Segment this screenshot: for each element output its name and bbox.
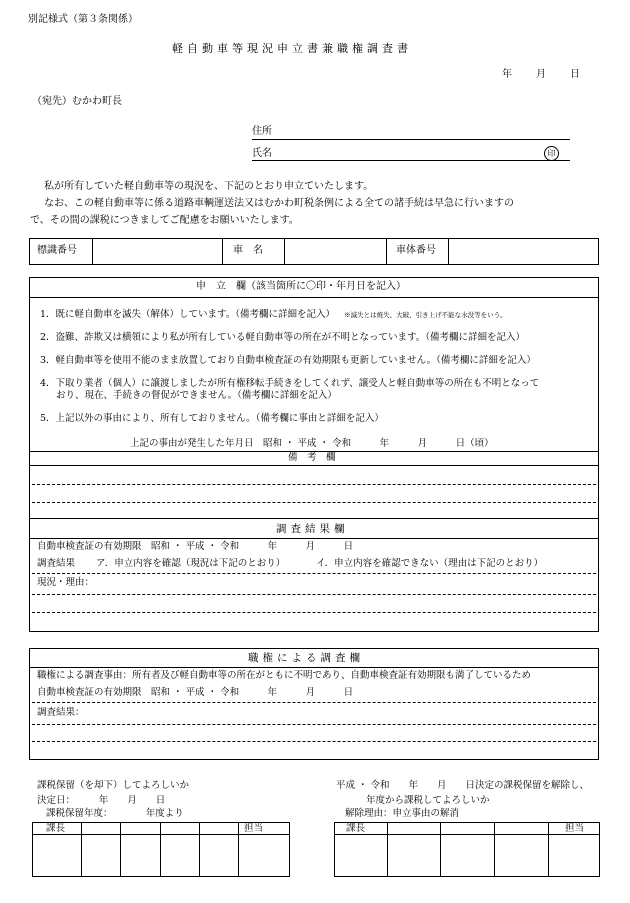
reserve-right-line-2: 年度から課税してよろしいか: [366, 795, 490, 806]
divider: [494, 822, 495, 877]
reserve-left-decision-date: 決定日： 年 月 日: [37, 795, 166, 806]
reason-label: 現況・理由：: [37, 577, 95, 588]
divider: [29, 297, 599, 298]
staff-stamp-cell-left[interactable]: [239, 835, 289, 876]
divider: [29, 465, 599, 466]
ex-officio-result-label: 調査結果：: [37, 707, 85, 718]
divider: [32, 702, 596, 703]
declaration-item-4-cont: おり、現在、手続きの督促ができません。（備考欄に詳細を記入）: [56, 390, 337, 401]
reserve-right-line-1: 平成 ・ 令和 年 月 日決定の課税保留を解除し、: [336, 780, 590, 791]
page-title: 軽自動車等現況申立書兼職権調査書: [172, 42, 412, 55]
staff-label-left: 担当: [244, 823, 264, 834]
declaration-item-1-text: 1．既に軽自動車を滅失（解体）しています。（備考欄に詳細を記入）: [40, 309, 336, 320]
investigation-expiry: 自動車検査証の有効期限 昭和 ・ 平成 ・ 令和 年 月 日: [37, 541, 354, 552]
remarks-line[interactable]: [32, 484, 596, 485]
intro-line-1: 私が所有していた軽自動車等の現況を、下記のとおり申立ていたします。: [44, 181, 374, 192]
staff-stamp-cell-right[interactable]: [549, 835, 599, 876]
divider: [387, 822, 388, 877]
occurrence-date: 上記の事由が発生した年月日 昭和 ・ 平成 ・ 令和 年 月 日（頃）: [130, 438, 494, 449]
staff-label-right: 担当: [565, 823, 585, 834]
declaration-item-1-note: ※滅失とは焼失、大破、引き上げ不能な水没等をいう。: [344, 311, 507, 319]
date-year-label: 年: [502, 69, 512, 80]
addressee: （宛先）むかわ町長: [32, 96, 122, 107]
divider: [160, 822, 161, 877]
form-label: 別記様式（第３条関係）: [28, 14, 138, 25]
chief-label-left: 課長: [46, 823, 66, 834]
date-month-label: 月: [536, 69, 546, 80]
date-day-label: 日: [570, 69, 580, 80]
divider: [29, 538, 599, 539]
investigation-title: 調査結果欄: [276, 523, 349, 535]
divider: [440, 822, 441, 877]
name-label: 氏名: [252, 148, 272, 159]
address-label: 住所: [252, 126, 272, 137]
chief-label-right: 課長: [346, 823, 366, 834]
plate-number-field[interactable]: [93, 239, 221, 264]
result-line[interactable]: [32, 724, 596, 725]
option-confirmed[interactable]: ア．申立内容を確認（現況は下記のとおり）: [96, 558, 286, 569]
divider: [199, 822, 200, 877]
declaration-item-2[interactable]: 2．盗難、詐欺又は横領により私が所有している軽自動車等の所在が不明となっています。（備考欄に詳細を記入）: [40, 332, 526, 343]
intro-line-3: で、その間の課税につきましてご配慮をお願いいたします。: [30, 215, 299, 226]
divider: [386, 238, 387, 265]
reason-line[interactable]: [32, 612, 596, 613]
reserve-right-release-reason: 解除理由：申立事由の解消: [345, 808, 460, 819]
ex-officio-expiry: 自動車検査証の有効期限 昭和 ・ 平成 ・ 令和 年 月 日: [37, 687, 354, 698]
chief-stamp-cell-right[interactable]: [335, 835, 387, 876]
remarks-line[interactable]: [32, 502, 596, 503]
divider: [32, 573, 596, 574]
car-name-field[interactable]: [285, 239, 385, 264]
plate-number-label: 標識番号: [37, 245, 77, 256]
divider: [29, 518, 599, 519]
car-name-label: 車 名: [233, 245, 263, 256]
ex-officio-reason: 職権による調査事由：所有者及び軽自動車等の所在がともに不明であり、自動車検査証有効期限も満了しているため: [37, 670, 532, 681]
address-line[interactable]: [252, 139, 570, 140]
result-line[interactable]: [32, 741, 596, 742]
declaration-item-4[interactable]: 4．下取り業者（個人）に譲渡しましたが所有権移転手続きをしてくれず、譲受人と軽自動車等の所在も不明となって: [40, 378, 540, 389]
reserve-left-year: 課税保留年度： 年度より: [46, 808, 184, 819]
reserve-left-line-1: 課税保留（を却下）してよろしいか: [37, 780, 190, 791]
intro-line-2: なお、この軽自動車等に係る道路車輌運送法又はむかわ町税条例による全ての諸手続は早急に行いますの: [44, 198, 514, 209]
remarks-title: 備 考 欄: [288, 452, 336, 463]
chassis-number-label: 車体番号: [396, 245, 436, 256]
investigation-result-label: 調査結果: [37, 558, 76, 569]
declaration-item-3[interactable]: 3．軽自動車等を使用不能のまま放置しており自動車検査証の有効期限も更新していません。（備考欄に詳細を記入）: [40, 355, 536, 366]
divider: [81, 822, 82, 877]
divider: [222, 238, 223, 265]
divider: [120, 822, 121, 877]
ex-officio-title: 職権による調査欄: [248, 652, 364, 664]
declaration-item-5[interactable]: 5．上記以外の事由により、所有しておりません。（備考欄に事由と詳細を記入）: [40, 413, 384, 424]
chief-stamp-cell-left[interactable]: [33, 835, 81, 876]
declaration-title: 申 立 欄（該当箇所に〇印・年月日を記入）: [196, 281, 406, 292]
seal-mark: 印: [544, 146, 559, 161]
name-line[interactable]: [252, 160, 570, 161]
reason-line[interactable]: [32, 594, 596, 595]
option-unconfirmed[interactable]: イ．申立内容を確認できない（理由は下記のとおり）: [316, 558, 544, 569]
divider: [29, 667, 599, 668]
chassis-number-field[interactable]: [449, 239, 597, 264]
declaration-item-1[interactable]: [40, 309, 507, 320]
ex-officio-section: [29, 648, 599, 760]
